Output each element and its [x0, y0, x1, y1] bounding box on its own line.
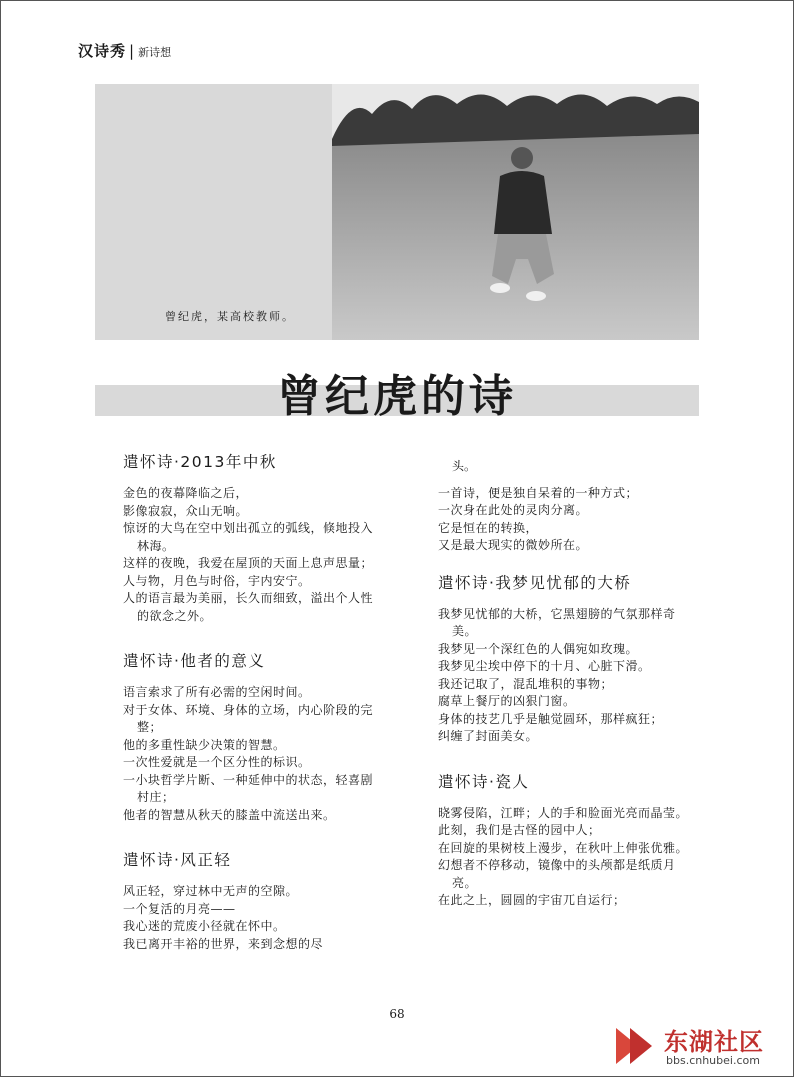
poem-line: 我已离开丰裕的世界，来到念想的尽 — [123, 936, 324, 951]
author-photo — [332, 84, 699, 340]
poem-line: 一小块哲学片断、一种延伸中的状态，轻喜剧村庄； — [123, 772, 374, 804]
watermark-url: bbs.cnhubei.com — [666, 1054, 760, 1067]
poem-line: 我梦见一个深红色的人偶宛如玫瑰。 — [438, 641, 639, 656]
site-watermark — [612, 1018, 792, 1074]
page-number: 68 — [389, 1007, 405, 1021]
poem-melancholy-bridge — [438, 571, 700, 746]
right-column — [438, 458, 700, 934]
poem-title: 遣怀诗·我梦见忧郁的大桥 — [438, 573, 632, 592]
left-column — [123, 450, 385, 977]
poem-continuation: 头。 — [452, 459, 477, 473]
header-separator: | — [129, 42, 135, 60]
poem-line: 一首诗，便是独自呆着的一种方式； — [438, 485, 639, 500]
poem-title: 遣怀诗·风正轻 — [123, 851, 232, 869]
poem-line: 它是恒在的转换， — [438, 520, 539, 535]
poem-line: 影像寂寂，众山无响。 — [123, 503, 249, 518]
poem-line: 风正轻，穿过林中无声的空隙。 — [123, 884, 299, 898]
author-photo-block — [95, 84, 699, 340]
article-title: 曾纪虎的诗 — [277, 371, 517, 422]
poem-line: 对于女体、环境、身体的立场，内心阶段的完整； — [123, 702, 374, 734]
poem-line: 人与物，月色与时俗，宇内安宁。 — [123, 573, 311, 588]
poem-line: 腐草上餐厅的凶狠门窗。 — [438, 694, 576, 708]
poem-title: 遣怀诗·瓷人 — [438, 772, 530, 791]
poem-line: 我梦见忧郁的大桥，它黑翅膀的气氛那样奇美。 — [438, 606, 676, 638]
poem-line: 此刻，我们是古怪的园中人； — [438, 823, 601, 837]
section-name: 新诗想 — [138, 46, 172, 59]
poem-mid-autumn — [123, 450, 385, 625]
poem-line: 一次性爱就是一个区分性的标识。 — [123, 755, 311, 769]
poem-line: 纠缠了封面美女。 — [438, 729, 539, 743]
poem-the-other — [123, 649, 385, 824]
caption-panel — [95, 84, 332, 340]
poem-line: 一次身在此处的灵肉分离。 — [438, 503, 589, 517]
poem-line: 他者的智慧从秋天的膝盖中流送出来。 — [123, 807, 336, 822]
poem-title: 遣怀诗·2013年中秋 — [123, 453, 277, 471]
watermark-logo-icon — [612, 1020, 662, 1070]
poem-line: 金色的夜幕降临之后， — [123, 486, 249, 500]
magazine-brand: 汉诗秀 — [78, 42, 127, 60]
poem-line: 人的语言最为美丽，长久而细致，溢出个人性的欲念之外。 — [123, 591, 374, 623]
poem-title: 遣怀诗·他者的意义 — [123, 652, 266, 670]
poem-line: 我梦见尘埃中停下的十月、心脏下滑。 — [438, 659, 651, 673]
poem-wind-light-continued — [438, 485, 700, 555]
poem-line: 一个复活的月亮—— — [123, 901, 236, 916]
poem-line: 我还记取了，混乱堆积的事物； — [438, 676, 614, 691]
poem-line: 语言索求了所有必需的空闲时间。 — [123, 685, 311, 699]
poem-line: 惊讶的大鸟在空中划出孤立的弧线，倏地投入林海。 — [123, 521, 374, 553]
poem-line: 他的多重性缺少决策的智慧。 — [123, 737, 286, 752]
poem-porcelain-people — [438, 770, 700, 910]
poem-line: 我心迷的荒废小径就在怀中。 — [123, 919, 286, 933]
magazine-header — [78, 40, 171, 61]
poem-wind-light — [123, 848, 385, 953]
poem-line: 幻想者不停移动，镜像中的头颅都是纸质月亮。 — [438, 858, 676, 890]
poem-line: 在此之上，圆圆的宇宙兀自运行； — [438, 893, 626, 907]
watermark-text: 东湖社区 — [664, 1028, 764, 1056]
author-caption: 曾纪虎，某高校教师。 — [165, 310, 295, 323]
poem-line: 这样的夜晚，我爱在屋顶的天面上息声思量； — [123, 556, 374, 570]
poem-line: 在回旋的果树枝上漫步，在秋叶上伸张优雅。 — [438, 840, 689, 855]
poem-line: 又是最大现实的微妙所在。 — [438, 538, 589, 552]
poem-line: 晓雾侵陷，江畔；人的手和脸面光亮而晶莹。 — [438, 805, 689, 820]
poem-line: 身体的技艺几乎是触觉圆环，那样疯狂； — [438, 711, 664, 726]
